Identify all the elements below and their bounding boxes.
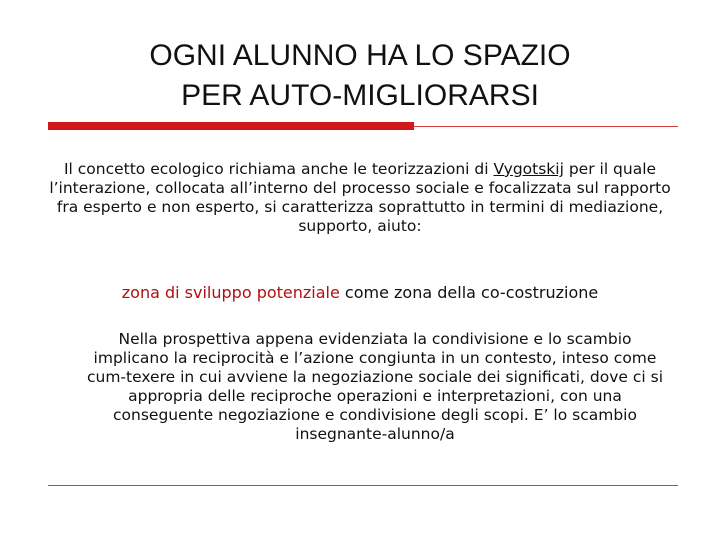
zona-statement [40,283,680,302]
intro-paragraph [40,160,680,236]
slide-title-line-2: PER AUTO-MIGLIORARSI [181,79,539,112]
intro-text-before: Il concetto ecologico richiama anche le teorizzazioni di [63,160,494,178]
slide-title [40,36,680,116]
slide-title-line-1: OGNI ALUNNO HA LO SPAZIO [149,39,571,72]
body-paragraph: Nella prospettiva appena evidenziata la condivisione e lo scambio implicano la reciprocità e l’azione congiunta in un contesto, inteso come cum-texere in cui avviene la negoziazione sociale dei significati, dove ci si appropria delle reciproche operazioni e interpretazioni, con una conseguente negoziazione e condivisione degli scopi. E’ lo scambio insegnante-alunno/a [86,330,663,443]
zona-rest: come zona della co-costruzione [339,283,599,302]
zona-highlight: zona di sviluppo potenziale [121,283,340,302]
bottom-divider [48,485,678,486]
intro-underlined-name: Vygotskij [493,160,564,178]
title-divider-accent-bar [48,122,414,130]
intro-text-after: per il quale l’interazione, collocata all’interno del processo sociale e focalizzata sul rapporto fra esperto e non esperto, si caratterizza soprattutto in termini di mediazione, supporto, aiuto: [49,160,671,235]
title-divider [48,122,678,132]
